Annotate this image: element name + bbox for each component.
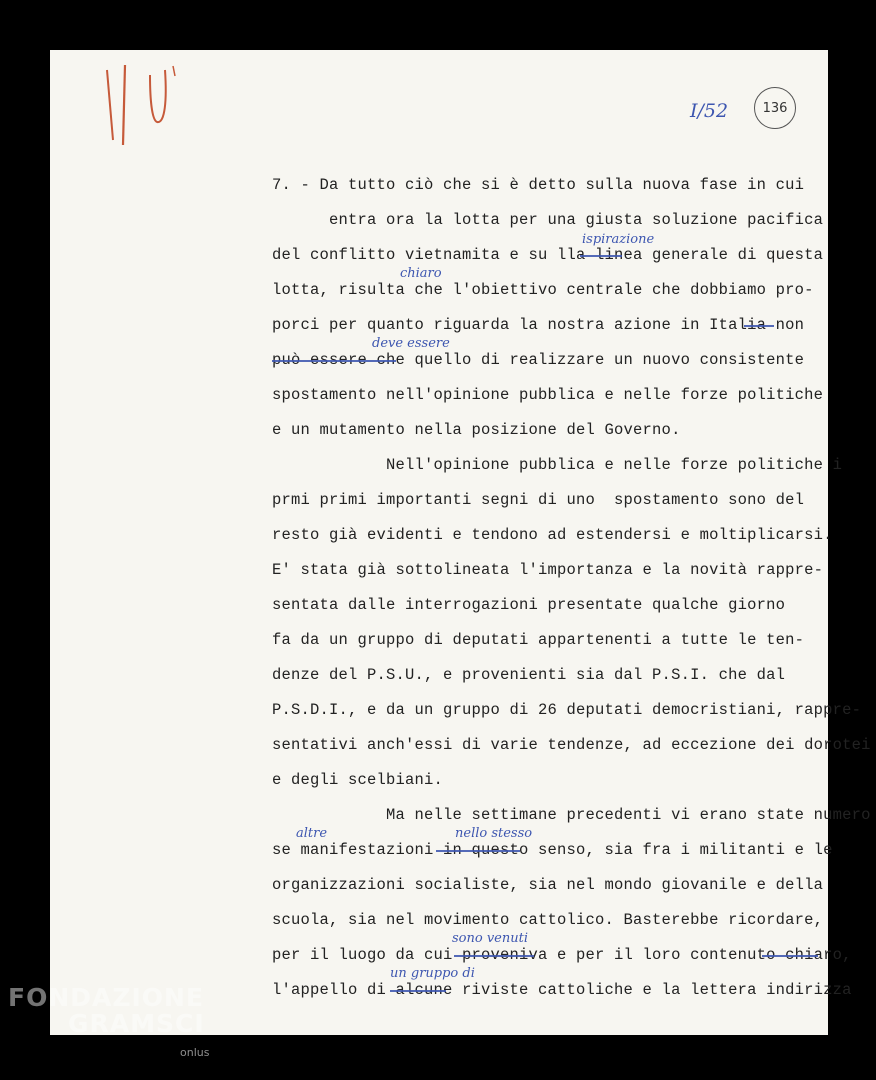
annotation-sono-venuti: sono venuti: [452, 931, 528, 946]
text-line: denze del P.S.U., e provenienti sia dal P.S.I. che dal: [272, 666, 786, 684]
text-line: porci per quanto riguarda la nostra azione in Italia non: [272, 316, 805, 334]
text-line: e degli scelbiani.: [272, 771, 444, 789]
page-number-stamp: 136: [754, 87, 796, 129]
annotation-ispirazione: ispirazione: [582, 232, 655, 247]
text-line: fa da un gruppo di deputati appartenenti a tutte le ten-: [272, 631, 805, 649]
text-line: scuola, sia nel movimento cattolico. Basterebbe ricordare,: [272, 911, 824, 929]
text-line: organizzazioni socialiste, sia nel mondo giovanile e della: [272, 876, 824, 894]
text-line: P.S.D.I., e da un gruppo di 26 deputati democristiani, rappre-: [272, 701, 862, 719]
logo-subtitle: onlus: [180, 1046, 210, 1059]
text-line: lotta, risulta che l'obiettivo centrale che dobbiamo pro-: [272, 281, 814, 299]
text-line: resto già evidenti e tendono ad estendersi e moltiplicarsi.: [272, 526, 833, 544]
text-line: per il luogo da cui proveniva e per il loro contenuto chiaro,: [272, 946, 852, 964]
text-line: sentativi anch'essi di varie tendenze, ad eccezione dei dorotei: [272, 736, 871, 754]
annotation-altre: altre: [296, 826, 328, 841]
text-line: del conflitto vietnamita e su lla linea generale di questa: [272, 246, 824, 264]
annotation-deve-essere: deve essere: [372, 336, 450, 351]
annotation-chiaro: chiaro: [400, 266, 442, 281]
text-line: sentata dalle interrogazioni presentate qualche giorno: [272, 596, 786, 614]
text-line: Nell'opinione pubblica e nelle forze politiche i: [272, 456, 843, 474]
text-line: l'appello di alcune riviste cattoliche e la lettera indirizza: [272, 981, 852, 999]
text-line: se manifestazioni in questo senso, sia fra i militanti e le: [272, 841, 833, 859]
text-line: e un mutamento nella posizione del Governo.: [272, 421, 681, 439]
page-reference: I/52: [690, 100, 729, 122]
logo-line-2: GRAMSCI: [68, 1009, 205, 1038]
annotation-nello-stesso: nello stesso: [455, 826, 533, 841]
text-line: spostamento nell'opinione pubblica e nelle forze politiche: [272, 386, 824, 404]
text-line: può essere che quello di realizzare un nuovo consistente: [272, 351, 805, 369]
text-line: prmi primi importanti segni di uno spostamento sono del: [272, 491, 805, 509]
annotation-un-gruppo-di: un gruppo di: [390, 966, 475, 981]
text-line: E' stata già sottolineata l'importanza e la novità rappre-: [272, 561, 824, 579]
text-line: entra ora la lotta per una giusta soluzione pacifica: [272, 211, 824, 229]
logo-line-1: FONDAZIONE: [8, 983, 205, 1012]
fondazione-gramsci-logo: [8, 985, 205, 1037]
text-line: 7. - Da tutto ciò che si è detto sulla nuova fase in cui: [272, 176, 805, 194]
text-line: Ma nelle settimane precedenti vi erano state numero: [272, 806, 871, 824]
